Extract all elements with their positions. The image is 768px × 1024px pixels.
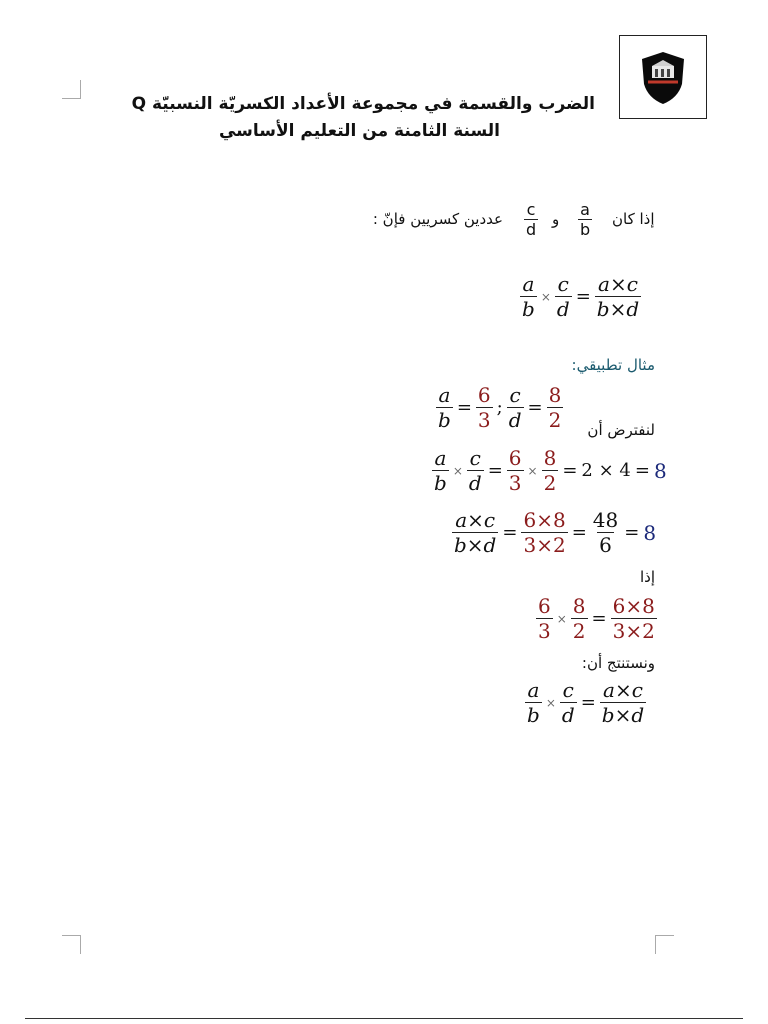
s3-two: 2 bbox=[572, 619, 586, 643]
crop-mark-top-left bbox=[62, 80, 81, 99]
given-eight: 8 bbox=[548, 383, 562, 407]
f-c: c bbox=[562, 678, 574, 702]
given-sep: ; bbox=[496, 397, 503, 418]
s1-b: b bbox=[434, 471, 447, 495]
bottom-rule bbox=[25, 1018, 743, 1019]
crop-mark-bottom-right bbox=[655, 935, 674, 954]
s3-eight: 8 bbox=[572, 594, 586, 618]
s1-three: 3 bbox=[508, 471, 522, 495]
s2-result: 8 bbox=[643, 520, 657, 545]
given-c: c bbox=[509, 383, 521, 407]
s1-two: 2 bbox=[543, 471, 557, 495]
step1-formula: $\frac{a}{b}$ × $\frac{c}{d}$ = $\frac{6}{3}$ × $\frac{8}{2}$ = 2 × 4 = 8 bbox=[434, 446, 667, 495]
intro-if: إذا كان bbox=[612, 210, 655, 228]
s2-6: 6 bbox=[599, 533, 612, 557]
step3-formula: $\frac{6}{3}$ × $\frac{8}{2}$ = $\frac{6\times 8}{3\times 2}$ bbox=[538, 594, 655, 643]
intro-frac-cd bbox=[524, 200, 538, 239]
s3-prod-den: 3×2 bbox=[612, 619, 655, 643]
s1-a: a bbox=[434, 446, 447, 470]
rule-d: d bbox=[556, 297, 570, 321]
given-fractions: $\frac{a}{b}$ = $\frac{6}{3}$ ; $\frac{c}{d}$ = $\frac{8}{2}$ bbox=[438, 383, 562, 432]
page-title: الضرب والقسمة في مجموعة الأعداد الكسريّة النسبيّة Q bbox=[131, 94, 595, 114]
rule-num: a×c bbox=[598, 272, 638, 296]
s2-prod-num: 6×8 bbox=[523, 508, 566, 532]
s1-result: 8 bbox=[653, 458, 667, 483]
frac-num-a: a bbox=[580, 200, 590, 219]
page-subtitle: السنة الثامنة من التعليم الأساسي bbox=[218, 121, 500, 141]
f-den: b×d bbox=[601, 703, 645, 727]
f-b: b bbox=[527, 703, 540, 727]
school-logo-icon bbox=[638, 50, 688, 106]
s1-c: c bbox=[469, 446, 481, 470]
frac-den-b: b bbox=[580, 220, 591, 239]
f-a: a bbox=[527, 678, 540, 702]
example-heading: مثال تطبيقي: bbox=[571, 356, 655, 374]
given-a: a bbox=[438, 383, 451, 407]
example-so: إذا bbox=[639, 568, 655, 586]
crop-mark-bottom-left bbox=[62, 935, 81, 954]
f-num: a×c bbox=[603, 678, 643, 702]
rule-b: b bbox=[522, 297, 535, 321]
s2-den: b×d bbox=[454, 533, 497, 557]
s3-three: 3 bbox=[538, 619, 551, 643]
logo-box bbox=[619, 35, 707, 119]
s1-product: 2 × 4 bbox=[581, 460, 631, 481]
s3-six: 6 bbox=[538, 594, 551, 618]
s2-prod-den: 3×2 bbox=[523, 533, 566, 557]
example-conclude: ونستنتج أن: bbox=[581, 654, 655, 672]
rule-c: c bbox=[557, 272, 569, 296]
f-d: d bbox=[561, 703, 575, 727]
s1-d: d bbox=[468, 471, 482, 495]
given-six: 6 bbox=[477, 383, 491, 407]
given-three: 3 bbox=[477, 408, 491, 432]
s1-six: 6 bbox=[508, 446, 522, 470]
rule-a: a bbox=[522, 272, 535, 296]
given-two: 2 bbox=[548, 408, 562, 432]
s2-num: a×c bbox=[455, 508, 496, 532]
rule-den: b×d bbox=[596, 297, 640, 321]
given-b: b bbox=[438, 408, 451, 432]
s2-48: 48 bbox=[592, 508, 619, 532]
intro-frac-ab bbox=[578, 200, 592, 239]
s1-eight: 8 bbox=[543, 446, 557, 470]
example-suppose: لنفترض أن bbox=[587, 421, 655, 439]
frac-num-c: c bbox=[526, 200, 536, 219]
intro-then: عددين كسريين فإنّ : bbox=[372, 210, 503, 228]
rule-formula: $\frac{a}{b}$ × $\frac{c}{d}$ = $\frac{a\times c}{b\times d}$ bbox=[522, 272, 640, 321]
final-formula: $\frac{a}{b}$ × $\frac{c}{d}$ = $\frac{a\times c}{b\times d}$ bbox=[527, 678, 645, 727]
s3-prod-num: 6×8 bbox=[612, 594, 655, 618]
intro-and: و bbox=[552, 210, 560, 228]
step2-formula: $\frac{a\times c}{b\times d}$ = $\frac{6\times 8}{3\times 2}$ = $\frac{48}{6}$ = 8 bbox=[454, 508, 657, 557]
given-d: d bbox=[508, 408, 522, 432]
frac-den-d: d bbox=[526, 220, 537, 239]
